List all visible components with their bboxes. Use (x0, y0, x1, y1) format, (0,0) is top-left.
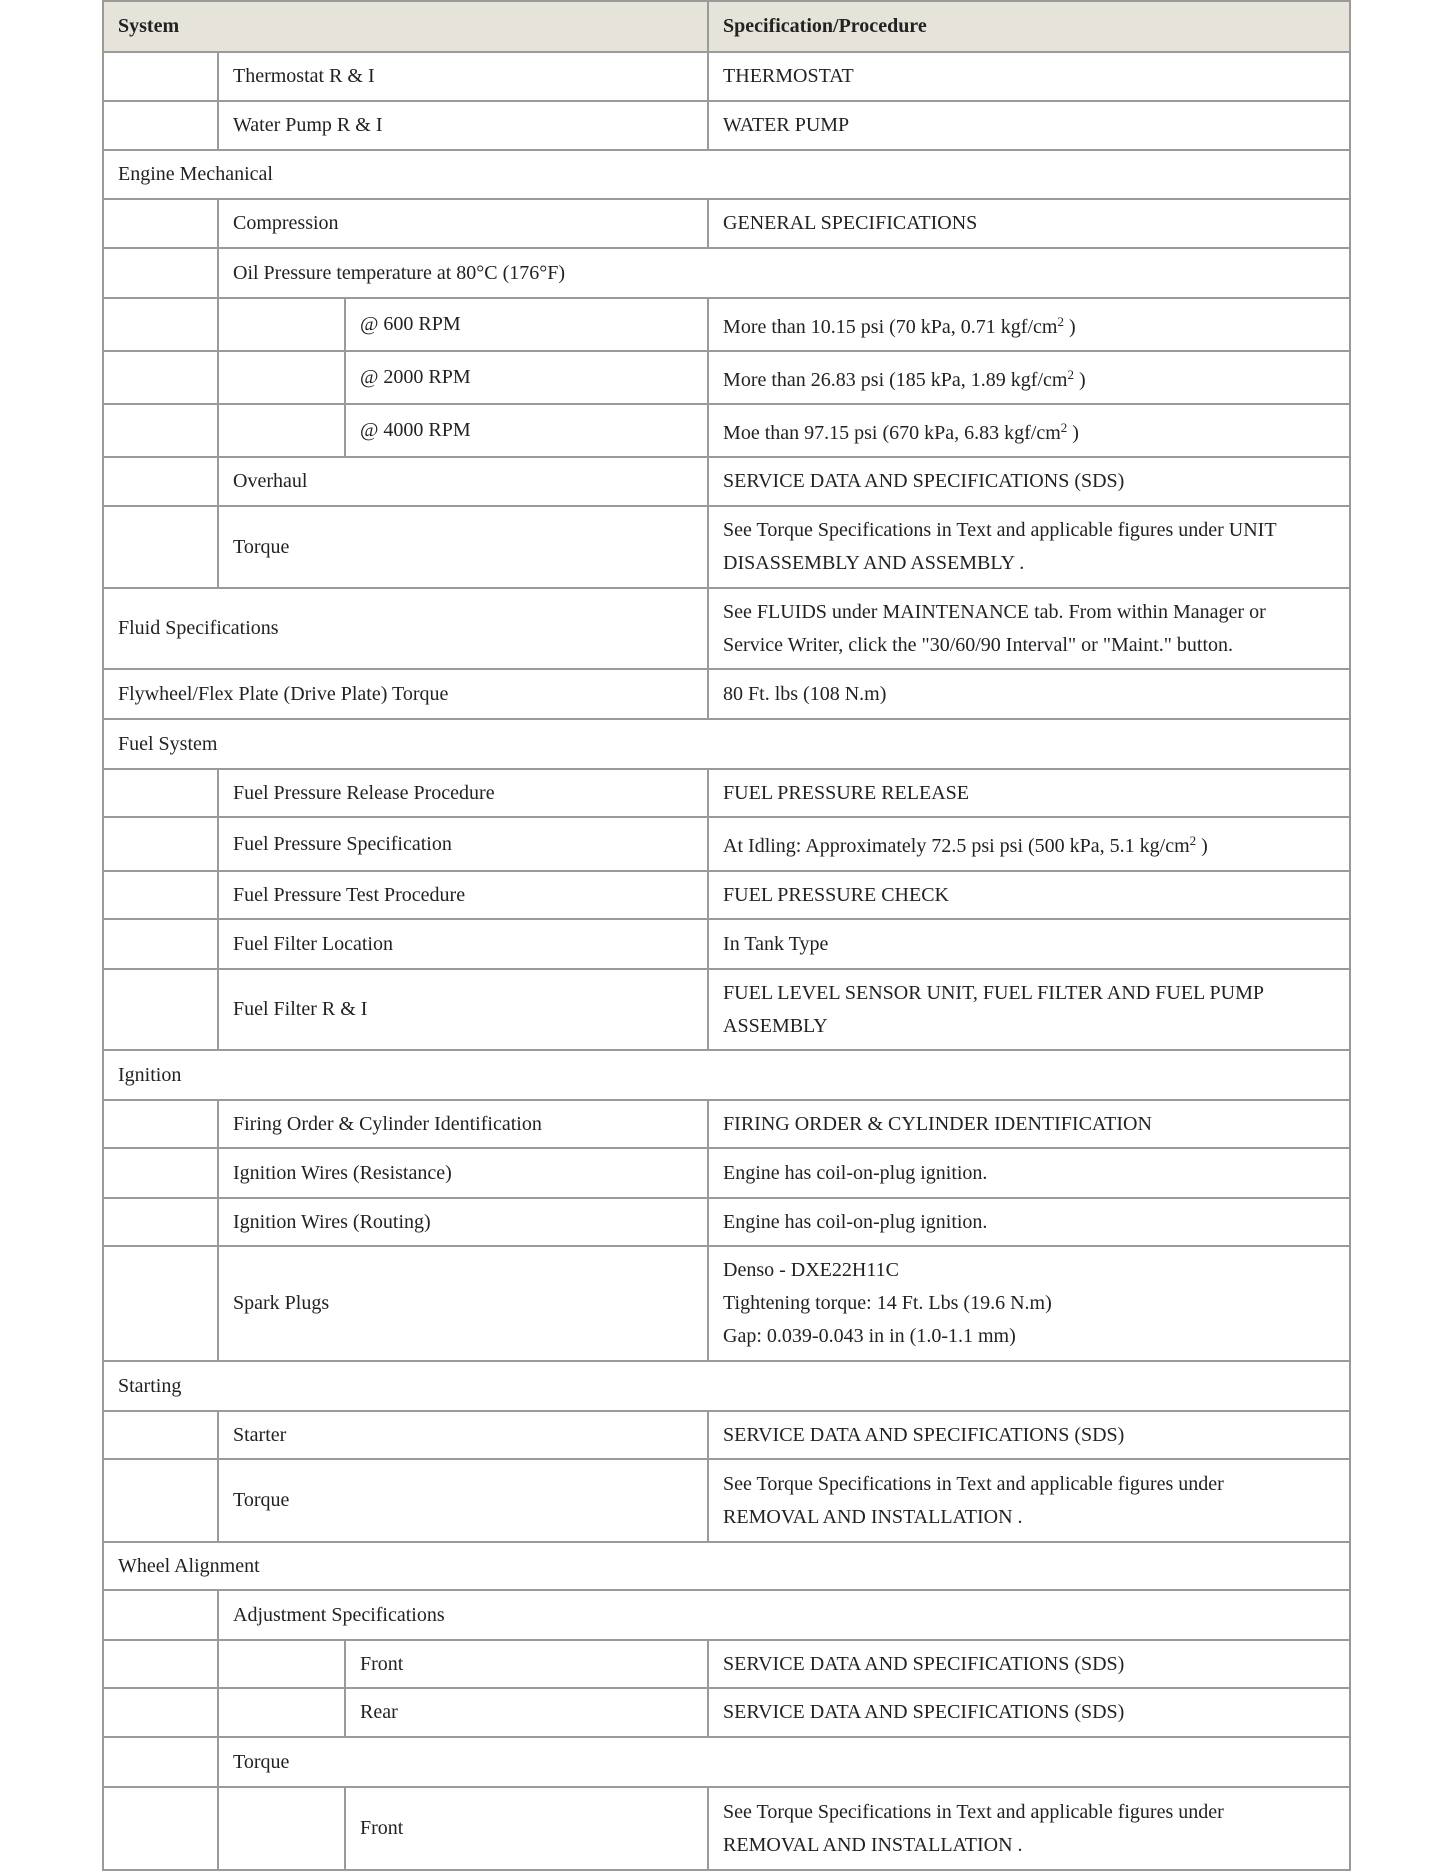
subsection-row-adjustment-specs (103, 1590, 1350, 1640)
row-label: @ 4000 RPM (345, 404, 708, 457)
header-specification: Specification/Procedure (708, 1, 1350, 52)
row-label: Front (345, 1640, 708, 1688)
row-value: Engine has coil-on-plug ignition. (708, 1148, 1350, 1198)
section-row-wheel-alignment (103, 1542, 1350, 1590)
value-text: More than 10.15 psi (70 kPa, 0.71 kgf/cm (723, 315, 1058, 338)
row-value: FUEL PRESSURE CHECK (708, 871, 1350, 919)
row-value: SERVICE DATA AND SPECIFICATIONS (SDS) (708, 1640, 1350, 1688)
indent-cell (218, 298, 345, 351)
table-row (103, 588, 1350, 669)
row-value: WATER PUMP (708, 101, 1350, 150)
row-label: Fuel Pressure Test Procedure (218, 871, 708, 919)
row-label: Compression (218, 199, 708, 248)
subsection-title: Adjustment Specifications (218, 1590, 1350, 1640)
indent-cell (103, 969, 218, 1050)
table-row (103, 404, 1350, 457)
subsection-row-torque (103, 1737, 1350, 1787)
indent-cell (103, 1640, 218, 1688)
indent-cell (103, 1198, 218, 1246)
section-title: Fuel System (103, 719, 1350, 769)
value-line: Denso - DXE22H11C (723, 1259, 899, 1281)
row-value (708, 1246, 1350, 1361)
row-label: Front (345, 1787, 708, 1870)
table-row (103, 769, 1350, 817)
indent-cell (103, 1688, 218, 1737)
indent-cell (103, 817, 218, 871)
row-value (708, 817, 1350, 871)
row-value (708, 588, 1350, 669)
table-row (103, 1459, 1350, 1542)
row-value: SERVICE DATA AND SPECIFICATIONS (SDS) (708, 1688, 1350, 1737)
indent-cell (103, 248, 218, 298)
row-value (708, 1459, 1350, 1542)
table-row (103, 669, 1350, 719)
row-value (708, 298, 1350, 351)
indent-cell (103, 871, 218, 919)
row-label: Flywheel/Flex Plate (Drive Plate) Torque (103, 669, 708, 719)
row-value (708, 506, 1350, 588)
indent-cell (103, 199, 218, 248)
indent-cell (103, 1459, 218, 1542)
indent-cell (103, 52, 218, 101)
value-line: REMOVAL AND INSTALLATION . (723, 1833, 1023, 1856)
row-value: FIRING ORDER & CYLINDER IDENTIFICATION (708, 1100, 1350, 1148)
row-label: Torque (218, 506, 708, 588)
table-row (103, 506, 1350, 588)
row-label: Ignition Wires (Resistance) (218, 1148, 708, 1198)
row-value: FUEL PRESSURE RELEASE (708, 769, 1350, 817)
table-row (103, 817, 1350, 871)
section-title: Wheel Alignment (103, 1542, 1350, 1590)
row-label: Fluid Specifications (103, 588, 708, 669)
indent-cell (103, 298, 218, 351)
table-row (103, 1787, 1350, 1870)
table-row (103, 199, 1350, 248)
table-row (103, 919, 1350, 969)
value-line: See FLUIDS under MAINTENANCE tab. From within Manager or (723, 600, 1266, 623)
indent-cell (218, 404, 345, 457)
row-value: SERVICE DATA AND SPECIFICATIONS (SDS) (708, 457, 1350, 506)
row-value (708, 351, 1350, 404)
indent-cell (103, 919, 218, 969)
row-value: In Tank Type (708, 919, 1350, 969)
superscript: 2 (1060, 419, 1068, 435)
table-row (103, 1246, 1350, 1361)
indent-cell (103, 101, 218, 150)
subsection-title: Oil Pressure temperature at 80°C (176°F) (218, 248, 1350, 298)
indent-cell (103, 506, 218, 588)
indent-cell (218, 1787, 345, 1870)
indent-cell (103, 1590, 218, 1640)
row-label: Rear (345, 1688, 708, 1737)
table-row (103, 969, 1350, 1050)
section-title: Ignition (103, 1050, 1350, 1100)
row-label: Thermostat R & I (218, 52, 708, 101)
value-line: ASSEMBLY (723, 1014, 828, 1037)
table-row (103, 1640, 1350, 1688)
value-close: ) (1063, 315, 1076, 338)
row-value: 80 Ft. lbs (108 N.m) (708, 669, 1350, 719)
table-row (103, 1688, 1350, 1737)
value-text: At Idling: Approximately 72.5 psi psi (500 kPa, 5.1 kg/cm (723, 835, 1190, 857)
row-label: Fuel Filter R & I (218, 969, 708, 1050)
value-line: Gap: 0.039-0.043 in in (1.0-1.1 mm) (723, 1325, 1016, 1347)
section-title: Engine Mechanical (103, 150, 1350, 199)
table-row (103, 351, 1350, 404)
indent-cell (103, 1148, 218, 1198)
table-row (103, 101, 1350, 150)
value-line: FUEL LEVEL SENSOR UNIT, FUEL FILTER AND FUEL PUMP (723, 981, 1264, 1004)
value-line: DISASSEMBLY AND ASSEMBLY . (723, 552, 1025, 574)
row-value (708, 1787, 1350, 1870)
subsection-row-oil-pressure (103, 248, 1350, 298)
row-label: Torque (218, 1459, 708, 1542)
table-row (103, 1100, 1350, 1148)
table-header-row (103, 1, 1350, 52)
value-line: See Torque Specifications in Text and applicable figures under (723, 1800, 1224, 1823)
table-row (103, 1148, 1350, 1198)
indent-cell (103, 404, 218, 457)
value-text: More than 26.83 psi (185 kPa, 1.89 kgf/cm (723, 368, 1068, 391)
indent-cell (103, 769, 218, 817)
value-line: See Torque Specifications in Text and applicable figures under (723, 1472, 1224, 1495)
indent-cell (103, 351, 218, 404)
value-line: REMOVAL AND INSTALLATION . (723, 1505, 1023, 1528)
value-line: See Torque Specifications in Text and applicable figures under UNIT (723, 519, 1277, 541)
row-label: Starter (218, 1411, 708, 1459)
value-line: Service Writer, click the "30/60/90 Interval" or "Maint." button. (723, 633, 1234, 656)
row-value (708, 969, 1350, 1050)
table-row (103, 1411, 1350, 1459)
row-label: Fuel Filter Location (218, 919, 708, 969)
table-row (103, 298, 1350, 351)
row-label: @ 600 RPM (345, 298, 708, 351)
row-value (708, 404, 1350, 457)
row-label: Fuel Pressure Specification (218, 817, 708, 871)
table-row (103, 52, 1350, 101)
value-close: ) (1073, 368, 1086, 391)
table-row (103, 457, 1350, 506)
section-row-starting (103, 1361, 1350, 1411)
indent-cell (218, 1688, 345, 1737)
indent-cell (218, 351, 345, 404)
row-label: Fuel Pressure Release Procedure (218, 769, 708, 817)
indent-cell (103, 1737, 218, 1787)
value-close: ) (1196, 835, 1208, 857)
superscript: 2 (1067, 366, 1074, 382)
value-close: ) (1067, 421, 1079, 444)
row-value: THERMOSTAT (708, 52, 1350, 101)
indent-cell (103, 1100, 218, 1148)
indent-cell (103, 457, 218, 506)
row-value: Engine has coil-on-plug ignition. (708, 1198, 1350, 1246)
indent-cell (103, 1411, 218, 1459)
row-label: @ 2000 RPM (345, 351, 708, 404)
row-label: Overhaul (218, 457, 708, 506)
row-label: Spark Plugs (218, 1246, 708, 1361)
section-row-fuel-system (103, 719, 1350, 769)
indent-cell (103, 1787, 218, 1870)
section-row-engine-mechanical (103, 150, 1350, 199)
indent-cell (218, 1640, 345, 1688)
value-text: Moe than 97.15 psi (670 kPa, 6.83 kgf/cm (723, 421, 1061, 444)
row-label: Water Pump R & I (218, 101, 708, 150)
indent-cell (103, 1246, 218, 1361)
superscript: 2 (1057, 313, 1064, 329)
section-row-ignition (103, 1050, 1350, 1100)
superscript: 2 (1189, 833, 1197, 848)
value-line: Tightening torque: 14 Ft. Lbs (19.6 N.m) (723, 1292, 1052, 1314)
specifications-table (102, 0, 1351, 1871)
row-value: GENERAL SPECIFICATIONS (708, 199, 1350, 248)
row-label: Ignition Wires (Routing) (218, 1198, 708, 1246)
header-system: System (103, 1, 708, 52)
table-row (103, 1198, 1350, 1246)
row-label: Firing Order & Cylinder Identification (218, 1100, 708, 1148)
section-title: Starting (103, 1361, 1350, 1411)
table-row (103, 871, 1350, 919)
subsection-title: Torque (218, 1737, 1350, 1787)
row-value: SERVICE DATA AND SPECIFICATIONS (SDS) (708, 1411, 1350, 1459)
